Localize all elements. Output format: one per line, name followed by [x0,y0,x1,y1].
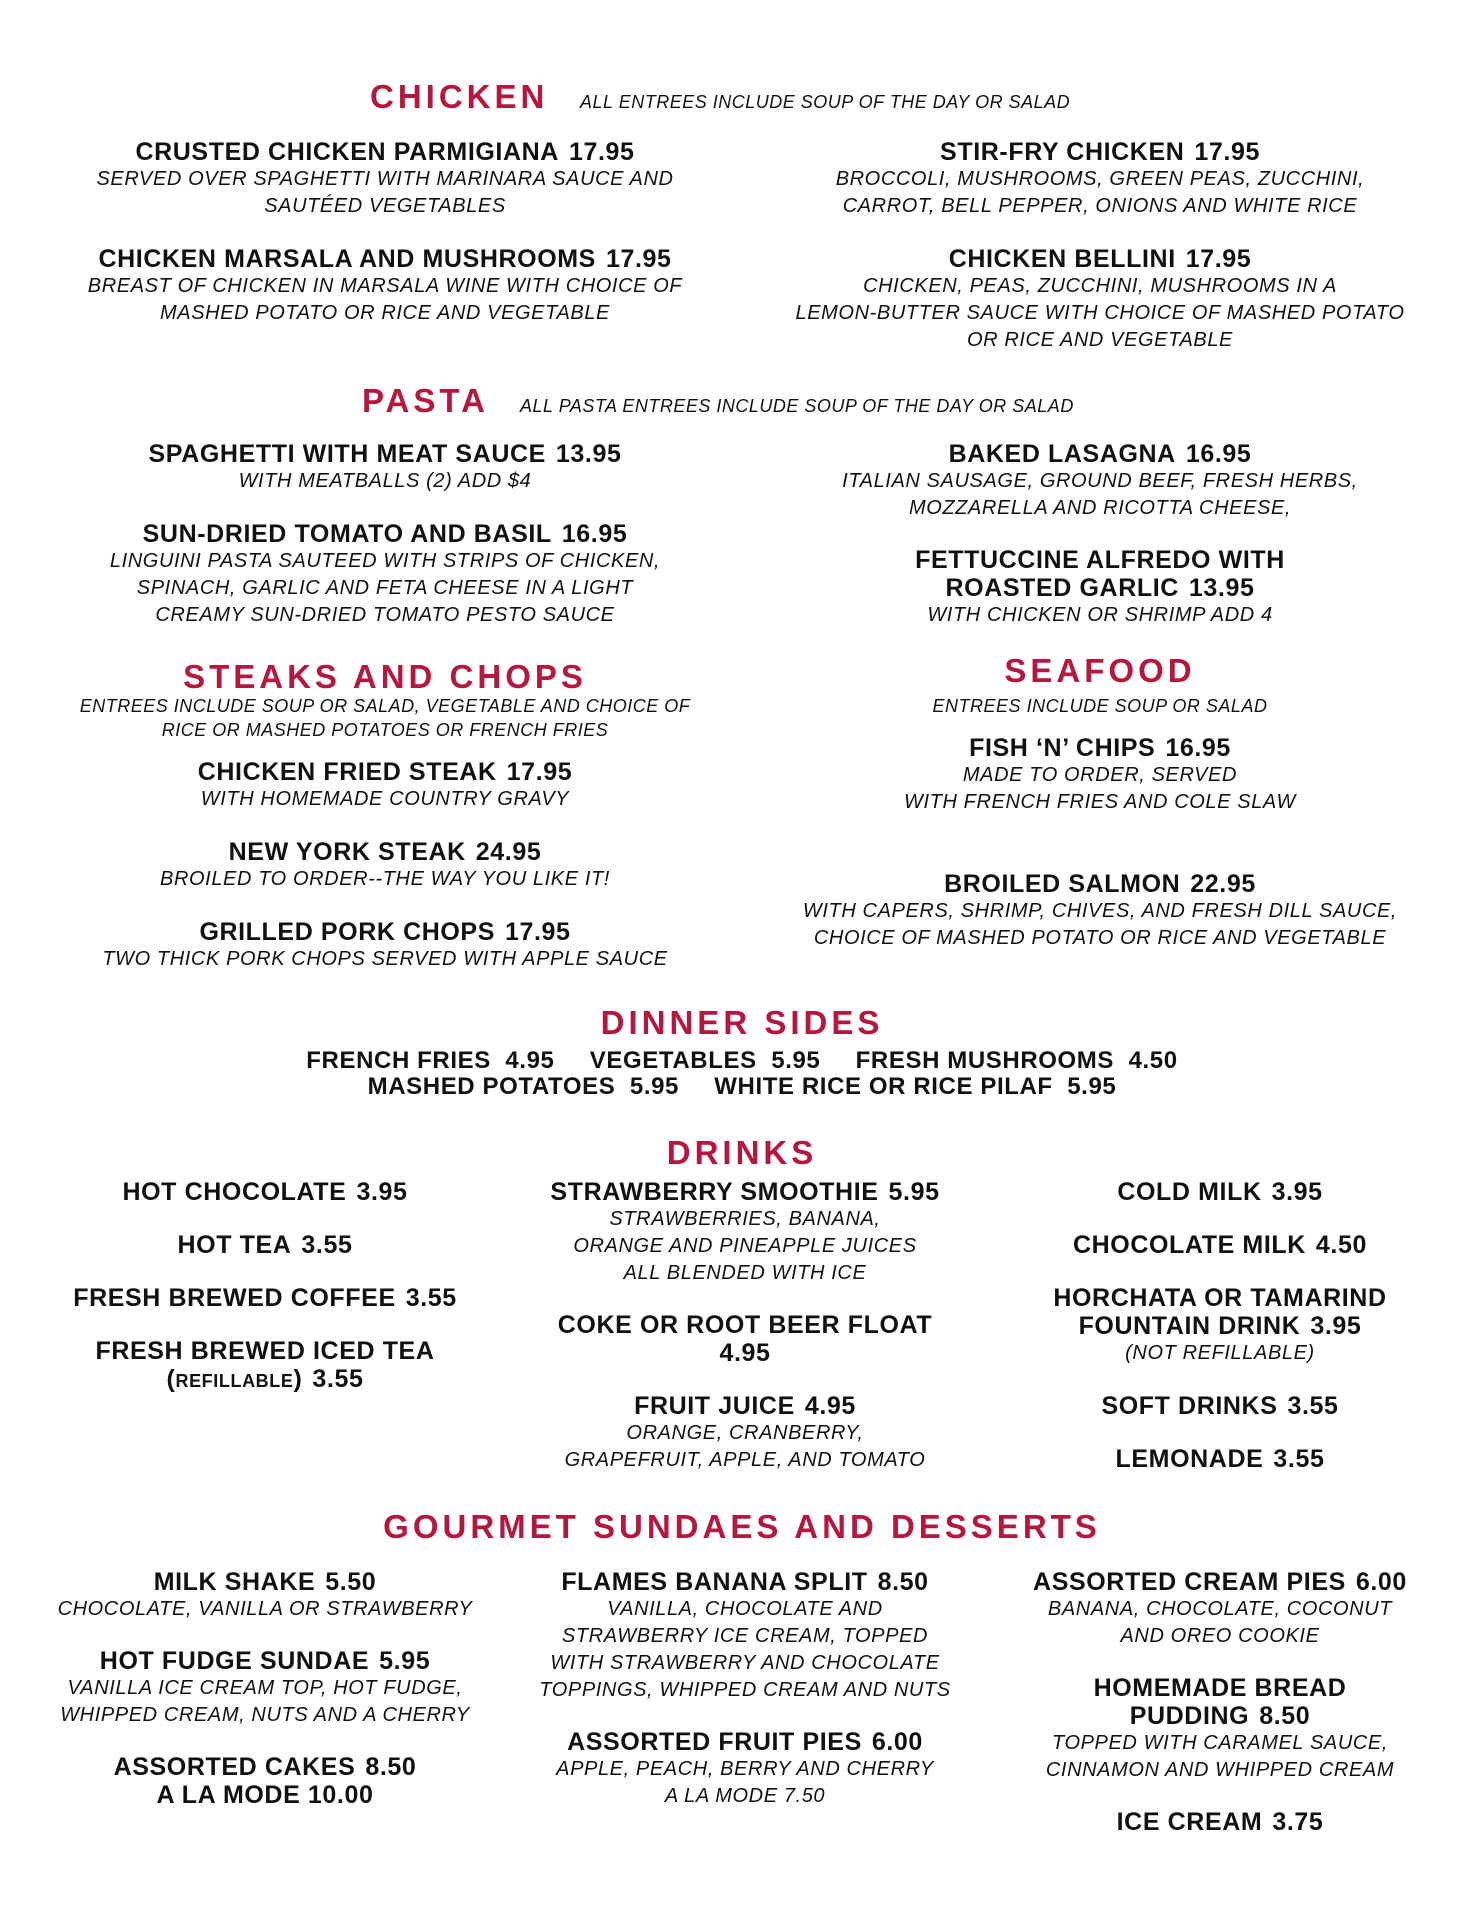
sides-list [0,1048,1484,1100]
seafood-note-line: ENTREES INCLUDE SOUP OR SALAD [932,696,1268,716]
item-desc: CHOICE OF MASHED POTATO OR RICE AND VEGETABLE [813,927,1387,949]
menu-item [760,870,1440,952]
side-item: VEGETABLES 5.95 [589,1047,821,1074]
menu-item: FRESH BREWED ICED TEA (refillable) 3.55 [95,1337,435,1393]
desserts-heading: GOURMET SUNDAES AND DESSERTS [383,1508,1101,1545]
item-desc: OR RICE AND VEGETABLE [967,329,1233,351]
item-desc: MASHED POTATO OR RICE AND VEGETABLE [160,302,610,324]
item-desc: LINGUINI PASTA SAUTEED WITH STRIPS OF CHICKEN, [109,550,661,572]
menu-item: HOT FUDGE SUNDAE 5.95 VANILLA ICE CREAM TOP, HOT FUDGE, WHIPPED CREAM, NUTS AND A CHERRY [60,1647,470,1726]
item-name: ROASTED GARLIC [945,574,1179,602]
seafood-heading: SEAFOOD [1004,652,1196,689]
menu-item: HOMEMADE BREAD PUDDING 8.50 TOPPED WITH CARAMEL SAUCE, CINNAMON AND WHIPPED CREAM [1045,1674,1395,1781]
steaks-heading: STEAKS AND CHOPS [183,658,587,695]
menu-item [760,546,1440,629]
sides-line [0,1048,1484,1074]
menu-item [760,734,1440,816]
menu-item: ASSORTED FRUIT PIES 6.00 APPLE, PEACH, BERRY AND CHERRY A LA MODE 7.50 [556,1728,934,1807]
menu-item: HORCHATA OR TAMARIND FOUNTAIN DRINK 3.95 (NOT REFILLABLE) [1053,1284,1387,1364]
item-desc: CREAMY SUN-DRIED TOMATO PESTO SAUCE [155,604,615,626]
item-desc: CHICKEN, PEAS, ZUCCHINI, MUSHROOMS IN A [863,275,1337,297]
menu-item [40,758,730,813]
steaks-note-line: RICE OR MASHED POTATOES OR FRENCH FRIES [161,720,609,740]
item-price: 13.95 [555,440,622,468]
sides-line [0,1074,1484,1100]
item-name: CHICKEN MARSALA AND MUSHROOMS [98,245,596,273]
item-price: 16.95 [561,520,628,548]
menu-item [40,520,730,629]
menu-item [40,838,730,893]
item-desc: SERVED OVER SPAGHETTI WITH MARINARA SAUCE AND [96,168,674,190]
drinks-column-1 [30,1178,500,1393]
item-price: 17.95 [506,758,573,786]
menu-item: COKE OR ROOT BEER FLOAT 4.95 [557,1311,933,1367]
side-item: WHITE RICE OR RICE PILAF 5.95 [714,1073,1117,1100]
menu-item [40,138,730,220]
item-name: FISH ‘N’ CHIPS [969,734,1156,762]
chicken-heading: CHICKEN [370,78,549,115]
refillable-note: (refillable) [166,1365,303,1393]
item-price: 22.95 [1190,870,1256,898]
item-name: NEW YORK STEAK [228,838,466,866]
pasta-note: ALL PASTA ENTREES INCLUDE SOUP OF THE DAY OR SALAD [520,396,1074,416]
menu-item: STRAWBERRY SMOOTHIE 5.95 STRAWBERRIES, BANANA, ORANGE AND PINEAPPLE JUICES ALL BLENDED WITH ICE [550,1178,940,1284]
item-name: FETTUCCINE ALFREDO WITH [915,546,1285,574]
item-desc: BROCCOLI, MUSHROOMS, GREEN PEAS, ZUCCHINI, [835,168,1365,190]
item-price: 13.95 [1188,574,1255,602]
item-price: 17.95 [504,918,571,946]
item-name: STIR-FRY CHICKEN [940,138,1185,166]
item-desc: WITH MEATBALLS (2) ADD $4 [238,470,532,492]
menu-item: FLAMES BANANA SPLIT 8.50 VANILLA, CHOCOLATE AND STRAWBERRY ICE CREAM, TOPPED WITH STRAWBERRY AND CHOCOLATE TOPPINGS, WHIPPED CREAM AND NUTS [539,1568,951,1701]
seafood-note [760,694,1440,718]
steaks-note-line: ENTREES INCLUDE SOUP OR SALAD, VEGETABLE AND CHOICE OF [79,696,691,716]
menu-item: COLD MILK 3.95 [1117,1178,1323,1206]
menu-item [40,440,730,495]
item-name: CRUSTED CHICKEN PARMIGIANA [135,138,559,166]
item-desc: BROILED TO ORDER--THE WAY YOU LIKE IT! [160,868,610,890]
item-desc: WITH CHICKEN OR SHRIMP ADD 4 [927,604,1273,626]
item-price: 16.95 [1185,440,1252,468]
item-desc: CARROT, BELL PEPPER, ONIONS AND WHITE RICE [842,195,1358,217]
steaks-note [40,694,730,742]
item-name: SPAGHETTI WITH MEAT SAUCE [148,440,546,468]
desserts-column-1 [30,1568,500,1809]
desserts-column-3 [990,1568,1450,1836]
item-desc: SAUTÉED VEGETABLES [264,195,506,217]
item-desc: BREAST OF CHICKEN IN MARSALA WINE WITH CHOICE OF [87,275,683,297]
item-price: 16.95 [1165,734,1231,762]
menu-item: HOT CHOCOLATE 3.95 [122,1178,408,1206]
item-desc: WITH CAPERS, SHRIMP, CHIVES, AND FRESH DILL SAUCE, [802,900,1398,922]
desserts-column-2 [510,1568,980,1810]
item-desc: WITH HOMEMADE COUNTRY GRAVY [200,788,570,810]
item-name: BAKED LASAGNA [948,440,1176,468]
menu-item: HOT TEA 3.55 [177,1231,353,1259]
menu-item [40,918,730,973]
item-desc: LEMON-BUTTER SAUCE WITH CHOICE OF MASHED POTATO [795,302,1405,324]
menu-item: ICE CREAM 3.75 [1116,1808,1324,1836]
menu-item: ASSORTED CREAM PIES 6.00 BANANA, CHOCOLATE, COCONUT AND OREO COOKIE [1033,1568,1407,1647]
menu-item [760,440,1440,522]
item-price: 17.95 [1185,245,1252,273]
side-item: MASHED POTATOES 5.95 [367,1073,679,1100]
item-name: BROILED SALMON [944,870,1181,898]
item-desc: MOZZARELLA AND RICOTTA CHEESE, [908,497,1292,519]
side-item: FRESH MUSHROOMS 4.50 [855,1047,1178,1074]
side-item: FRENCH FRIES 4.95 [306,1047,555,1074]
menu-item: FRUIT JUICE 4.95 ORANGE, CRANBERRY, GRAPEFRUIT, APPLE, AND TOMATO [564,1392,926,1471]
item-desc: TWO THICK PORK CHOPS SERVED WITH APPLE SAUCE [102,948,668,970]
item-name: SUN-DRIED TOMATO AND BASIL [142,520,552,548]
pasta-heading: PASTA [362,382,489,419]
item-name: CHICKEN FRIED STEAK [197,758,497,786]
chicken-note: ALL ENTREES INCLUDE SOUP OF THE DAY OR SALAD [580,92,1071,112]
menu-item [40,245,730,327]
item-price: 24.95 [475,838,542,866]
menu-item [760,138,1440,220]
menu-item: SOFT DRINKS 3.55 [1101,1392,1339,1420]
item-desc: WITH FRENCH FRIES AND COLE SLAW [904,791,1296,813]
menu-item: LEMONADE 3.55 [1115,1445,1325,1473]
item-name: GRILLED PORK CHOPS [199,918,495,946]
item-price: 17.95 [568,138,635,166]
drinks-heading: DRINKS [666,1134,818,1171]
sides-heading: DINNER SIDES [600,1004,884,1041]
item-name: CHICKEN BELLINI [948,245,1176,273]
drinks-column-3 [990,1178,1450,1473]
menu-item [760,245,1440,354]
item-desc: MADE TO ORDER, SERVED [962,764,1238,786]
item-price: 17.95 [1194,138,1260,166]
menu-item: MILK SHAKE 5.50 CHOCOLATE, VANILLA OR STRAWBERRY [57,1568,473,1620]
item-desc: ITALIAN SAUSAGE, GROUND BEEF, FRESH HERBS, [842,470,1358,492]
item-desc: SPINACH, GARLIC AND FETA CHEESE IN A LIGHT [136,577,634,599]
item-price: 17.95 [605,245,672,273]
drinks-column-2 [510,1178,980,1474]
menu-item: FRESH BREWED COFFEE 3.55 [73,1284,457,1312]
menu-item: ASSORTED CAKES 8.50 A LA MODE 10.00 [113,1753,417,1809]
menu-item: CHOCOLATE MILK 4.50 [1073,1231,1367,1259]
